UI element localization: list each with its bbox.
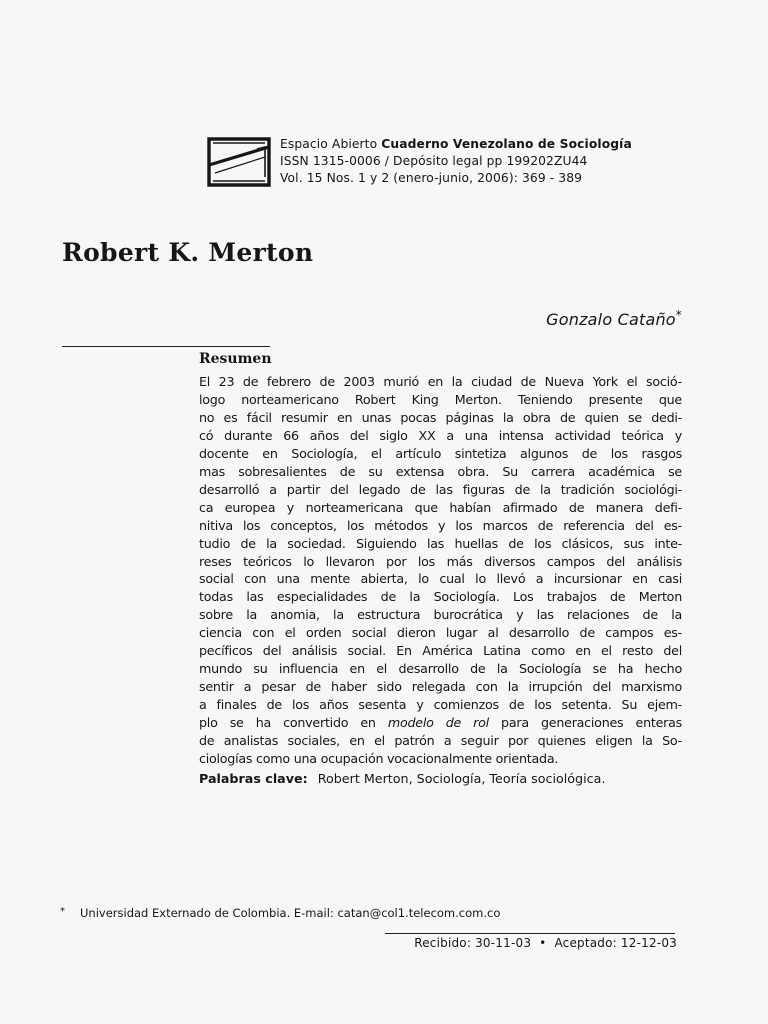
abstract-text-pre: plo se ha convertido en <box>199 715 388 731</box>
footnote-mark: * <box>60 906 65 917</box>
abstract-line: desarrolló a partir del legado de las figuras de la tradición sociológi- <box>199 481 682 497</box>
journal-volume: Vol. 15 Nos. 1 y 2 (enero-junio, 2006): 369 - 389 <box>280 171 583 185</box>
abstract-line: no es fácil resumir en unas pocas páginas la obra de quien se dedi- <box>199 409 682 425</box>
journal-name-line <box>280 136 700 153</box>
abstract-line: social con una mente abierta, lo cual lo llevó a incursionar en casi <box>199 571 682 587</box>
keywords <box>199 771 682 786</box>
abstract-line: ciencia con el orden social dieron lugar al desarrollo de campos es- <box>199 625 682 641</box>
journal-header <box>280 136 700 187</box>
abstract-line: de analistas sociales, en el patrón a seguir por quienes eligen la So- <box>199 733 682 749</box>
received-date: Recibido: 30-11-03 <box>414 936 532 950</box>
author-name: Gonzalo Cataño <box>546 310 676 329</box>
accepted-date: Aceptado: 12-12-03 <box>554 936 677 950</box>
abstract-text <box>199 373 682 768</box>
abstract-line: ca europea y norteamericana que habían afirmado de manera defi- <box>199 499 682 515</box>
journal-name: Cuaderno Venezolano de Sociología <box>381 137 632 151</box>
journal-issn: ISSN 1315-0006 / Depósito legal pp 199202ZU44 <box>280 154 588 168</box>
footnote-text: Universidad Externado de Colombia. E-mail: catan@col1.telecom.com.co <box>80 906 501 920</box>
abstract-line: a finales de los años sesenta y comienzos de los setenta. Su ejem- <box>199 697 682 713</box>
abstract-line: reses teóricos lo llevaron por los más diversos campos del análisis <box>199 553 682 569</box>
article-title: Robert K. Merton <box>62 238 314 267</box>
abstract-line-italic <box>199 714 682 732</box>
abstract-line: logo norteamericano Robert King Merton. Teniendo presente que <box>199 391 682 407</box>
title-divider <box>62 346 270 347</box>
italic-term: modelo de rol <box>387 715 489 731</box>
abstract-line: mas sobresalientes de su extensa obra. Su carrera académica se <box>199 463 682 479</box>
journal-logo-icon <box>207 137 271 187</box>
date-separator: • <box>539 936 547 950</box>
abstract-line: todas las especialidades de la Sociología. Los trabajos de Merton <box>199 589 682 605</box>
author-footnote <box>60 906 500 920</box>
author-name-block <box>546 310 682 329</box>
abstract-line: sentir a pesar de haber sido relegada con la irrupción del marxismo <box>199 679 682 695</box>
keywords-list: Robert Merton, Sociología, Teoría sociológica. <box>317 770 606 786</box>
abstract-heading: Resumen <box>199 351 272 367</box>
author-footnote-mark: * <box>675 308 682 322</box>
abstract-line: sobre la anomia, la estructura burocrática y las relaciones de la <box>199 607 682 623</box>
abstract-line: có durante 66 años del siglo XX a una intensa actividad teórica y <box>199 427 682 443</box>
submission-dates <box>414 936 677 950</box>
abstract-line: tudio de la sociedad. Siguiendo las huellas de los clásicos, sus inte- <box>199 535 682 551</box>
abstract-line: ciologías como una ocupación vocacionalmente orientada. <box>199 751 559 767</box>
abstract-line: mundo su influencia en el desarrollo de la Sociología se ha hecho <box>199 661 682 677</box>
abstract-line: docente en Sociología, el artículo sintetiza algunos de los rasgos <box>199 445 682 461</box>
abstract-section <box>199 351 682 786</box>
abstract-line: pecíficos del análisis social. En América Latina como en el resto del <box>199 643 682 659</box>
abstract-line: nitiva los conceptos, los métodos y los marcos de referencia del es- <box>199 517 682 533</box>
abstract-text-post: para generaciones enteras <box>488 715 682 731</box>
journal-section: Espacio Abierto <box>280 137 378 151</box>
keywords-label: Palabras clave: <box>199 770 308 786</box>
abstract-line: El 23 de febrero de 2003 murió en la ciudad de Nueva York el soció- <box>199 374 682 389</box>
dates-divider <box>385 933 675 934</box>
